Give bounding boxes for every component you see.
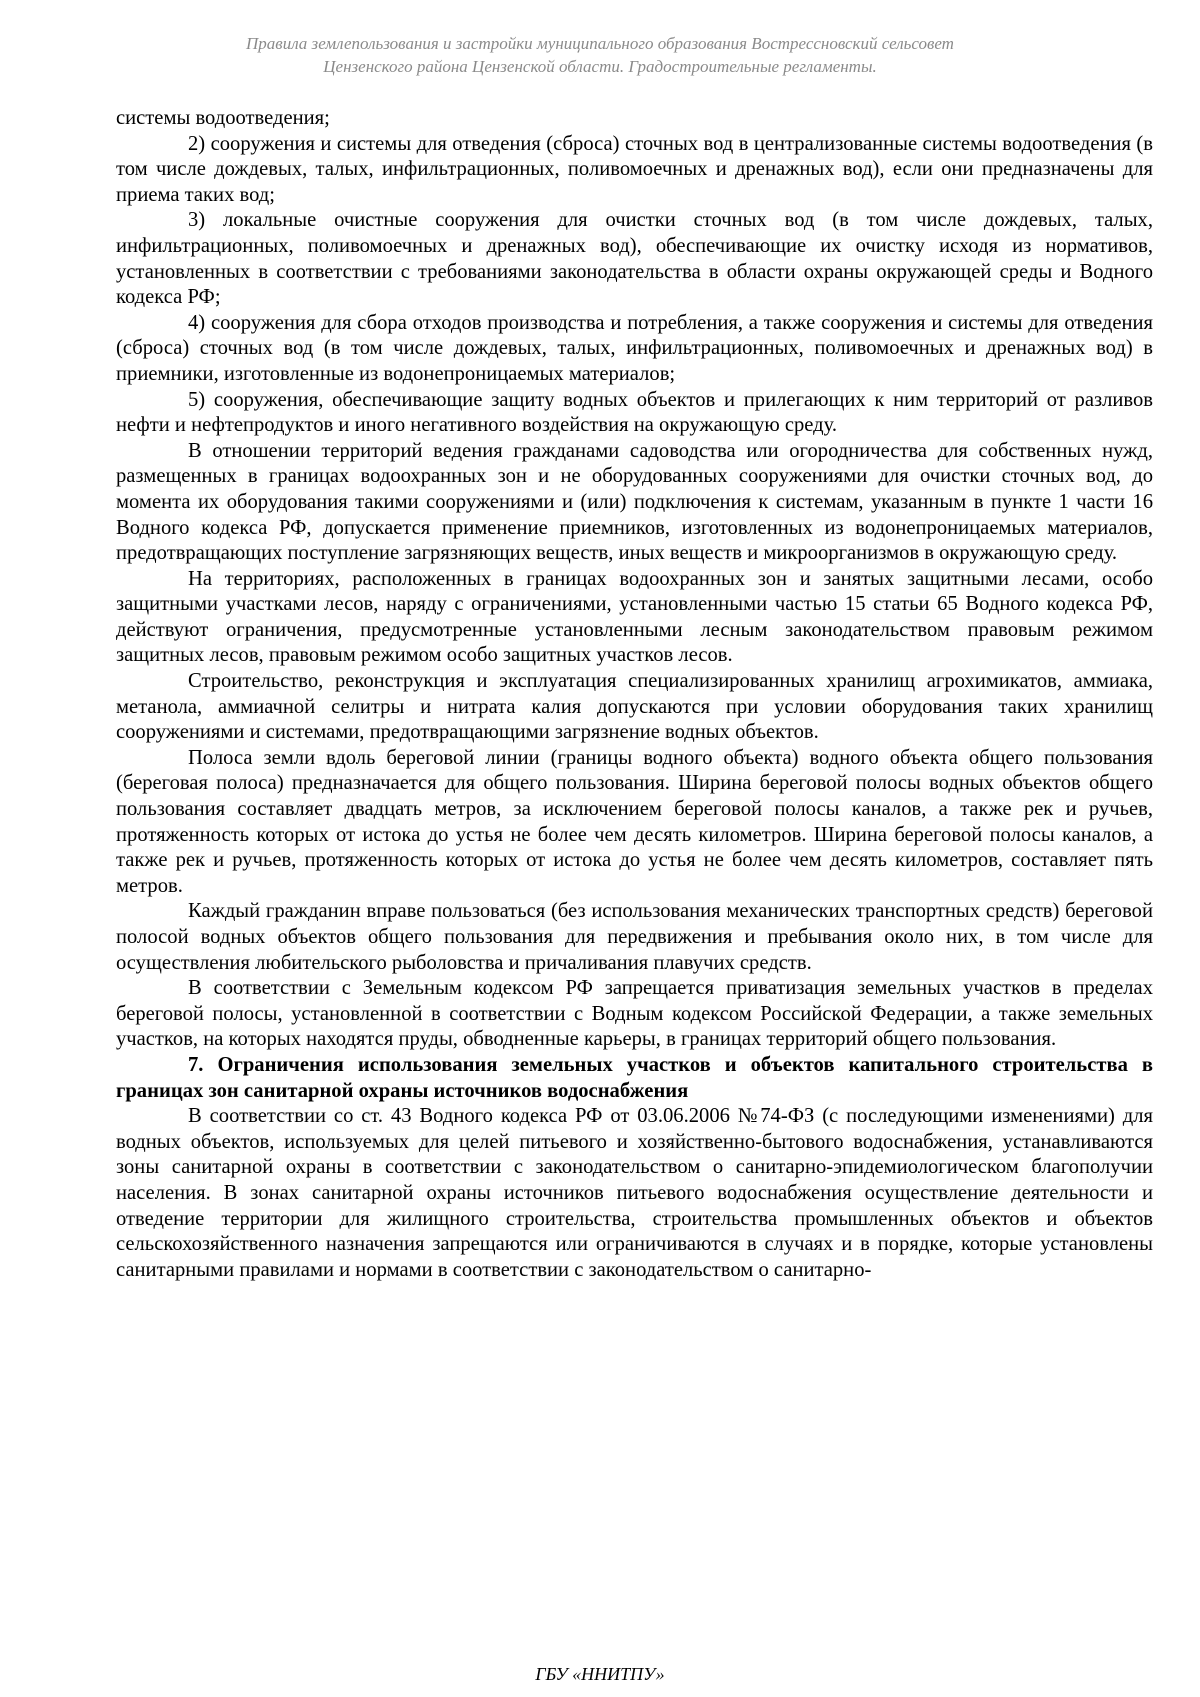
paragraph: В соответствии с Земельным кодексом РФ запрещается приватизация земельных участков в пределах береговой полосы, установленной в соответствии с Водным кодексом Российской Федерации, а также земельных участков, на которых находятся пруды, обводненные карьеры, в границах территорий общего пользования. [116, 977, 1153, 1051]
paragraph: В отношении территорий ведения гражданами садоводства или огородничества для собственных нужд, размещенных в границах водоохранных зон и не оборудованных сооружениями для очистки сточных вод, до момента их оборудования такими сооружениями и (или) подключения к системам, указанным в пункте 1 части 16 Водного кодекса РФ, допускается применение приемников, изготовленных из водонепроницаемых материалов, предотвращающих поступление загрязняющих веществ, иных веществ и микроорганизмов в окружающую среду. [116, 439, 1153, 565]
paragraph: Полоса земли вдоль береговой линии (границы водного объекта) водного объекта общего пользования (береговая полоса) предназначается для общего пользования. Ширина береговой полосы водных объектов общего пользования составляет двадцать метров, за исключением береговой полосы каналов, а также рек и ручьев, протяженность которых от истока до устья не более чем десять километров. Ширина береговой полосы каналов, а также рек и ручьев, протяженность которых от истока до устья не более чем десять километров, составляет пять метров. [116, 746, 1153, 897]
page-footer: ГБУ «ННИТПУ» [535, 1664, 665, 1684]
paragraph: 4) сооружения для сбора отходов производства и потребления, а также сооружения и системы для отведения (сброса) сточных вод (в том числе дождевых, талых, инфильтрационных, поливомоечных и дренажных вод) в приемники, изготовленные из водонепроницаемых материалов; [116, 311, 1153, 385]
running-header [150, 32, 1050, 78]
paragraph: В соответствии со ст. 43 Водного кодекса РФ от 03.06.2006 №74-ФЗ (с последующими изменениями) для водных объектов, используемых для целей питьевого и хозяйственно-бытового водоснабжения, устанавливаются зоны санитарной охраны в соответствии с законодательством о санитарно-эпидемиологическом благополучии населения. В зонах санитарной охраны источников питьевого водоснабжения осуществление деятельности и отведение территории для жилищного строительства, строительства промышленных объектов и объектов сельскохозяйственного назначения запрещаются или ограничиваются в случаях и в порядке, которые установлены санитарными правилами и нормами в соответствии с законодательством о санитарно- [116, 1105, 1153, 1281]
paragraph: 3) локальные очистные сооружения для очистки сточных вод (в том числе дождевых, талых, инфильтрационных, поливомоечных и дренажных вод), обеспечивающие их очистку исходя из нормативов, установленных в соответствии с требованиями законодательства в области охраны окружающей среды и Водного кодекса РФ; [116, 209, 1153, 309]
document-body [116, 106, 1153, 1283]
paragraph: 5) сооружения, обеспечивающие защиту водных объектов и прилегающих к ним территорий от разливов нефти и нефтепродуктов и иного негативного воздействия на окружающую среду. [116, 388, 1153, 437]
header-line-1: Правила землепользования и застройки муниципального образования Вострессновский сельсовет [246, 34, 954, 53]
paragraph: Каждый гражданин вправе пользоваться (без использования механических транспортных средств) береговой полосой водных объектов общего пользования для передвижения и пребывания около них, в том числе для осуществления любительского рыболовства и причаливания плавучих средств. [116, 900, 1153, 974]
paragraph: Строительство, реконструкция и эксплуатация специализированных хранилищ агрохимикатов, аммиака, метанола, аммиачной селитры и нитрата калия допускаются при условии оборудования таких хранилищ сооружениями и системами, предотвращающими загрязнение водных объектов. [116, 670, 1153, 744]
header-line-2: Цензенского района Цензенской области. Градостроительные регламенты. [323, 57, 877, 76]
section-heading: 7. Ограничения использования земельных участков и объектов капитального строительства в границах зон санитарной охраны источников водоснабжения [116, 1053, 1153, 1102]
paragraph: 2) сооружения и системы для отведения (сброса) сточных вод в централизованные системы водоотведения (в том числе дождевых, талых, инфильтрационных, поливомоечных и дренажных вод), если они предназначены для приема таких вод; [116, 132, 1153, 206]
paragraph: системы водоотведения; [116, 107, 330, 129]
paragraph: На территориях, расположенных в границах водоохранных зон и занятых защитными лесами, особо защитными участками лесов, наряду с ограничениями, установленными частью 15 статьи 65 Водного кодекса РФ, действуют ограничения, предусмотренные установленными лесным законодательством правовым режимом защитных лесов, правовым режимом особо защитных участков лесов. [116, 567, 1153, 667]
